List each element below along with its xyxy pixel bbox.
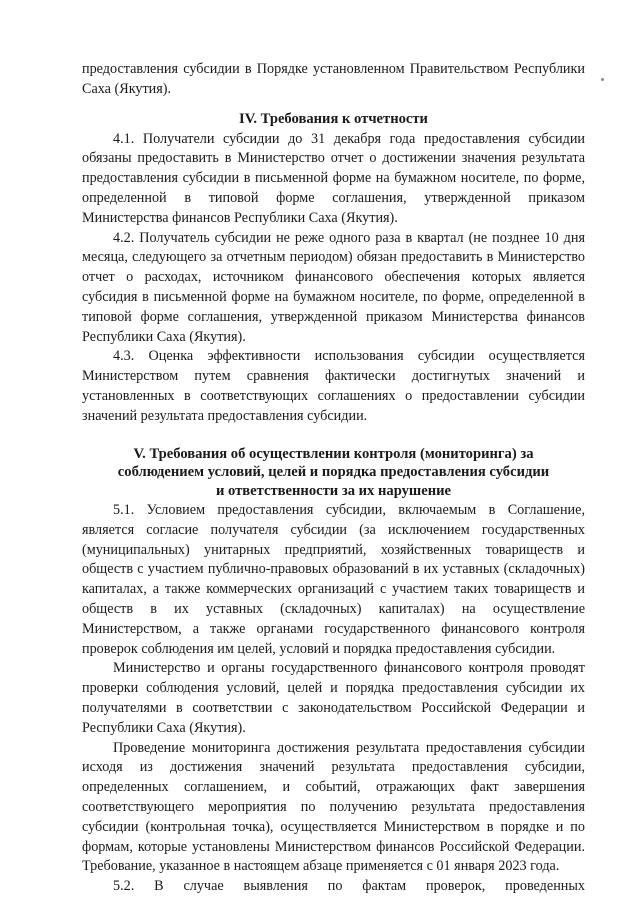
scan-speck: [601, 78, 604, 81]
paragraph-4-2: 4.2. Получатель субсидии не реже одного раза в квартал (не позднее 10 дня месяца, следующего за отчетным периодом) обязан предоставить в Министерство отчет о расходах, источником финансового обеспечения которых является субсидия в письменной форме на бумажном носителе, по форме, определенной в типовой форме соглашения, утвержденной приказом Министерства финансов Республики Саха (Якутия).: [82, 229, 585, 345]
section-4-title: IV. Требования к отчетности: [239, 110, 428, 127]
paragraph-5-2: 5.2. В случае выявления по фактам проверок, проведенных: [113, 878, 585, 895]
section-5-title: [82, 445, 585, 501]
paragraph-4-3: 4.3. Оценка эффективности использования субсидии осуществляется Министерством путем сравнения фактически достигнутых значений и установленных в соответствующих соглашениях о предоставлении субсидии значений результата предоставления субсидии.: [82, 348, 585, 424]
document-body: [82, 60, 585, 897]
paragraph-4-1: 4.1. Получатели субсидии до 31 декабря года предоставления субсидии обязаны предоставить в Министерство отчет о достижении значения результата предоставления субсидии в письменной форме на бумажном носителе, по форме, определенной в типовой форме соглашения, утвержденной приказом Министерства финансов Республики Саха (Якутия).: [82, 130, 585, 226]
paragraph-5-1: 5.1. Условием предоставления субсидии, включаемым в Соглашение, является согласие получателя субсидии (за исключением государственных (муниципальных) унитарных предприятий, хозяйственных товариществ и обществ с участием публично-правовых образований в их уставных (складочных) капиталах, а также коммерческих организаций с участием таких товариществ и обществ в их уставных (складочных) капиталах) на осуществление Министерством, а также органами государственного финансового контроля проверок соблюдения им целей, условий и порядка предоставления субсидии.: [82, 502, 585, 657]
intro-paragraph: предоставления субсидии в Порядке установленном Правительством Республики Саха (Якутия).: [82, 61, 585, 97]
section-5-title-line-3: и ответственности за их нарушение: [215, 482, 452, 499]
paragraph-5-1-control: Министерство и органы государственного финансового контроля проводят проверки соблюдения условий, целей и порядка предоставления субсидии их получателями в соответствии с законодательством Российской Федерации и Республики Саха (Якутия).: [82, 660, 585, 736]
section-5-title-line-2: соблюдением условий, целей и порядка предоставления субсидии: [117, 464, 550, 481]
section-5-title-line-1: V. Требования об осуществлении контроля (мониторинга) за: [133, 445, 534, 462]
paragraph-5-1-monitoring: Проведение мониторинга достижения результата предоставления субсидии исходя из достижения значений результата предоставления субсидии, определенных соглашением, и событий, отражающих факт завершения соответствующего мероприятия по получению результата предоставления субсидии (контрольная точка), осуществляется Министерством в порядке и по формам, которые установлены Министерством финансов Российской Федерации. Требование, указанное в настоящем абзаце применяется с 01 января 2023 года.: [82, 739, 585, 875]
